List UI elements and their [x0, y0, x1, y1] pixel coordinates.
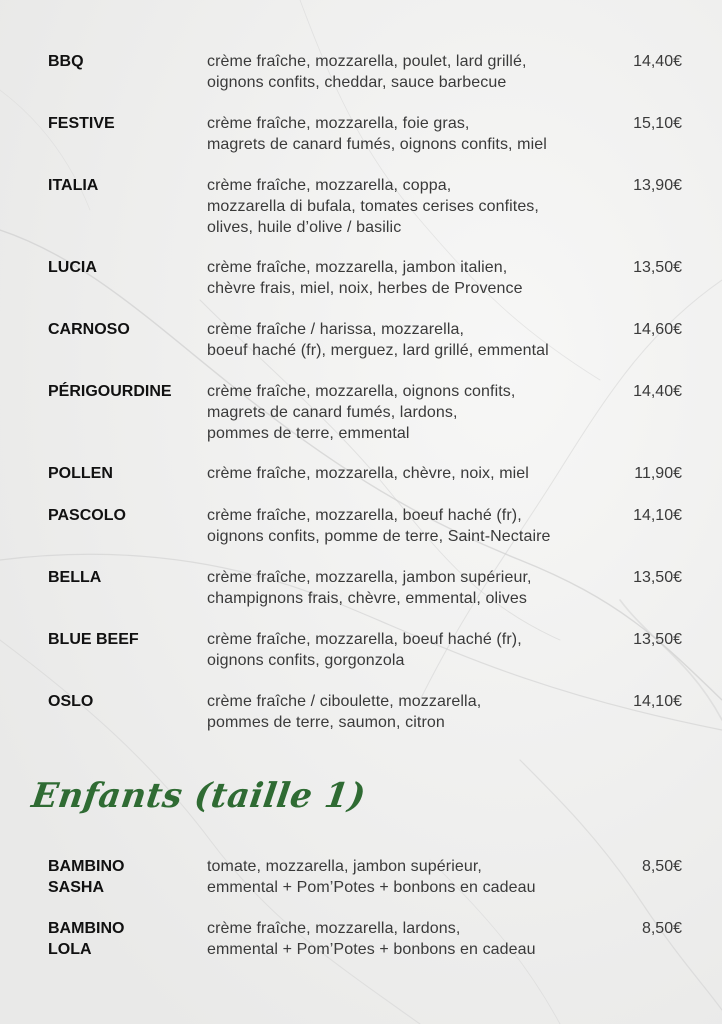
menu-item-name-line: ITALIA [48, 177, 99, 194]
menu-item-name-line: FESTIVE [48, 115, 115, 132]
menu-item-name [48, 505, 203, 526]
menu-item-name-line: LOLA [48, 941, 92, 958]
menu-item-description-line: emmental + Pom’Potes + bonbons en cadeau [207, 879, 536, 896]
menu-item-price: 8,50€ [641, 920, 682, 937]
menu-item-name-line: BLUE BEEF [48, 631, 139, 648]
menu-item-description-line: mozzarella di bufala, tomates cerises confites, [207, 198, 539, 215]
menu-item-name [48, 113, 203, 134]
menu-item-description-line: boeuf haché (fr), merguez, lard grillé, emmental [207, 342, 549, 359]
menu-item-description-line: crème fraîche, mozzarella, jambon supérieur, [207, 569, 532, 586]
menu-item-description-line: olives, huile d’olive / basilic [207, 219, 402, 236]
menu-item-name [48, 51, 203, 72]
menu-item-description-line: crème fraîche, mozzarella, coppa, [207, 177, 452, 194]
menu-item-description-line: crème fraîche, mozzarella, foie gras, [207, 115, 470, 132]
menu-item-description [207, 113, 617, 155]
menu-item-description-line: crème fraîche, mozzarella, poulet, lard grillé, [207, 53, 527, 70]
menu-item-name [48, 463, 203, 484]
menu-item-description [207, 319, 617, 361]
menu-item-description-line: magrets de canard fumés, oignons confits, miel [207, 136, 547, 153]
menu-item-name [48, 381, 203, 402]
menu-item-price: 13,50€ [633, 259, 682, 276]
menu-item-name [48, 691, 203, 712]
kids-section-title: Enfants (taille 1) [29, 776, 369, 816]
menu-item-description-line: magrets de canard fumés, lardons, [207, 404, 458, 421]
menu-item-name-line: SASHA [48, 879, 105, 896]
menu-item-name-line: LUCIA [48, 259, 97, 276]
menu-item-description-line: crème fraîche, mozzarella, oignons confits, [207, 383, 516, 400]
menu-item-name [48, 918, 203, 960]
menu-item-description-line: oignons confits, pomme de terre, Saint-Nectaire [207, 528, 551, 545]
menu-item-price: 13,90€ [633, 177, 682, 194]
menu-item-name-line: BAMBINO [48, 858, 125, 875]
menu-item-price: 11,90€ [634, 465, 682, 482]
menu-item-name-line: PÉRIGOURDINE [48, 383, 172, 400]
menu-item-name-line: BBQ [48, 53, 84, 70]
menu-item-description-line: chèvre frais, miel, noix, herbes de Provence [207, 280, 523, 297]
menu-item-name [48, 567, 203, 588]
menu-item-description-line: crème fraîche, mozzarella, chèvre, noix, miel [207, 465, 529, 482]
menu-item-description-line: pommes de terre, emmental [207, 425, 410, 442]
menu-item-description [207, 51, 617, 93]
menu-item-description [207, 856, 617, 898]
menu-item-description-line: emmental + Pom’Potes + bonbons en cadeau [207, 941, 536, 958]
menu-item-name-line: BELLA [48, 569, 102, 586]
menu-item-description-line: crème fraîche / ciboulette, mozzarella, [207, 693, 482, 710]
menu-item-description [207, 175, 617, 238]
menu-item-description [207, 691, 617, 733]
menu-item-description-line: champignons frais, chèvre, emmental, olives [207, 590, 527, 607]
menu-item-price: 8,50€ [641, 858, 682, 875]
menu-item-description-line: tomate, mozzarella, jambon supérieur, [207, 858, 482, 875]
menu-item-description [207, 463, 617, 484]
menu-item-name-line: OSLO [48, 693, 94, 710]
menu-item-name [48, 629, 203, 650]
menu-item-name-line: PASCOLO [48, 507, 126, 524]
menu-item-name [48, 856, 203, 898]
menu-item-name [48, 319, 203, 340]
menu-item-description-line: oignons confits, gorgonzola [207, 652, 405, 669]
menu-item-description-line: crème fraîche, mozzarella, boeuf haché (fr), [207, 631, 522, 648]
menu-item-description [207, 257, 617, 299]
menu-item-price: 14,40€ [633, 53, 682, 70]
menu-item-description-line: crème fraîche, mozzarella, boeuf haché (fr), [207, 507, 522, 524]
menu-item-name-line: POLLEN [48, 465, 113, 482]
menu-item-description-line: crème fraîche / harissa, mozzarella, [207, 321, 465, 338]
menu-item-description-line: crème fraîche, mozzarella, lardons, [207, 920, 461, 937]
menu-item-price: 14,10€ [633, 507, 682, 524]
menu-item-price: 13,50€ [633, 631, 682, 648]
menu-item-description [207, 505, 617, 547]
menu-item-description [207, 629, 617, 671]
menu-item-name-line: BAMBINO [48, 920, 125, 937]
menu-item-name [48, 257, 203, 278]
menu-item-description [207, 918, 617, 960]
menu-item-price: 14,60€ [633, 321, 682, 338]
menu-item-price: 14,40€ [633, 383, 682, 400]
menu-item-description [207, 567, 617, 609]
menu-item-description-line: oignons confits, cheddar, sauce barbecue [207, 74, 507, 91]
menu-item-description-line: crème fraîche, mozzarella, jambon italien, [207, 259, 508, 276]
menu-item-description [207, 381, 617, 444]
menu-item-price: 14,10€ [633, 693, 682, 710]
menu-item-price: 15,10€ [633, 115, 682, 132]
menu-item-description-line: pommes de terre, saumon, citron [207, 714, 445, 731]
menu-item-name [48, 175, 203, 196]
menu-item-name-line: CARNOSO [48, 321, 130, 338]
menu-item-price: 13,50€ [633, 569, 682, 586]
